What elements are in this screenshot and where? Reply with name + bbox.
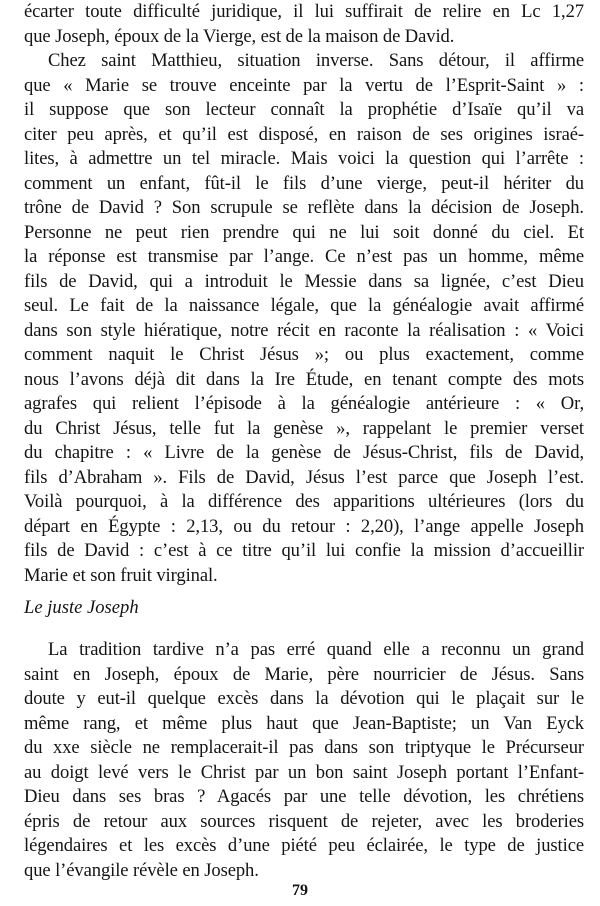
text-line: La tradition tardive n’a pas erré quand elle a reconnu un grand	[48, 639, 584, 660]
text-line: Voilà pourquoi, à la différence des apparitions ultérieures (lors du	[24, 491, 584, 512]
text-line: il suppose que son lecteur connaît la prophétie d’Isaïe qu’il va	[24, 99, 584, 120]
text-line: fils de David : c’est à ce titre qu’il lui confie la mission d’accueillir	[24, 540, 584, 561]
text-line: fils de David, qui a introduit le Messie dans sa lignée, c’est Dieu	[24, 270, 584, 292]
text-line: agrafes qui relient l’épisode à la généalogie antérieure : « Or,	[24, 393, 584, 414]
text-line: Chez saint Matthieu, situation inverse. Sans détour, il affirme	[48, 50, 584, 71]
text-line: écarter toute difficulté juridique, il lui suffirait de relire en Lc 1,27	[24, 1, 584, 22]
text-line: trône de David ? Son scrupule se reflète dans la décision de Joseph.	[24, 197, 584, 218]
text-line: légendaires et les excès d’une piété peu éclairée, le type de justice	[24, 835, 584, 856]
text-line: Marie et son fruit virginal.	[24, 564, 218, 586]
section-heading: Le juste Joseph	[24, 597, 139, 618]
text-line: la réponse est transmise par l’ange. Ce n’est pas un homme, même	[24, 246, 584, 267]
text-line: même rang, et même plus haut que Jean-Baptiste; un Van Eyck	[24, 712, 584, 734]
text-line: nous l’avons déjà dit dans la Ire Étude, en tenant compte des mots	[24, 368, 584, 390]
text-line: épris de retour aux sources risquent de rejeter, avec les broderies	[24, 810, 584, 832]
text-line: départ en Égypte : 2,13, ou du retour : 2,20), l’ange appelle Joseph	[24, 515, 584, 537]
text-line: du Christ Jésus, telle fut la genèse », rappelant le premier verset	[24, 417, 584, 439]
text-line: fils d’Abraham ». Fils de David, Jésus l’est parce que Joseph l’est.	[24, 466, 584, 488]
text-line: seul. Le fait de la naissance légale, que la généalogie avait affirmé	[24, 295, 584, 316]
text-line: citer peu après, et qu’il est disposé, en raison de ses origines israé-	[24, 123, 584, 145]
page-number: 79	[292, 882, 308, 899]
text-line: comment un enfant, fût-il le fils d’une vierge, peut-il hériter du	[24, 172, 584, 194]
text-line: dans son style hiératique, notre récit en raconte la réalisation : « Voici	[24, 319, 584, 341]
text-line: que l’évangile révèle en Joseph.	[24, 859, 259, 881]
text-line: Personne ne peut rien prendre qui ne lui soit donné du ciel. Et	[24, 221, 584, 243]
text-line: comment naquit le Christ Jésus »; ou plus exactement, comme	[24, 344, 584, 365]
text-line: que « Marie se trouve enceinte par la vertu de l’Esprit-Saint » :	[24, 74, 584, 96]
text-line: lites, à admettre un tel miracle. Mais voici la question qui l’arrête :	[24, 148, 584, 169]
text-line: saint en Joseph, époux de Marie, père nourricier de Jésus. Sans	[24, 663, 584, 685]
text-line: au doigt levé vers le Christ par un bon saint Joseph portant l’Enfant-	[24, 761, 584, 783]
text-line: du chapitre : « Livre de la genèse de Jésus-Christ, fils de David,	[24, 442, 584, 463]
text-line: doute y eut-il quelque excès dans la dévotion qui le plaçait sur le	[24, 688, 584, 709]
text-line: Dieu dans ses bras ? Agacés par une telle dévotion, les chrétiens	[24, 786, 584, 807]
text-line: que Joseph, époux de la Vierge, est de la maison de David.	[24, 25, 455, 47]
text-line: du xxe siècle ne remplacerait-il pas dans son triptyque le Précurseur	[24, 737, 584, 758]
